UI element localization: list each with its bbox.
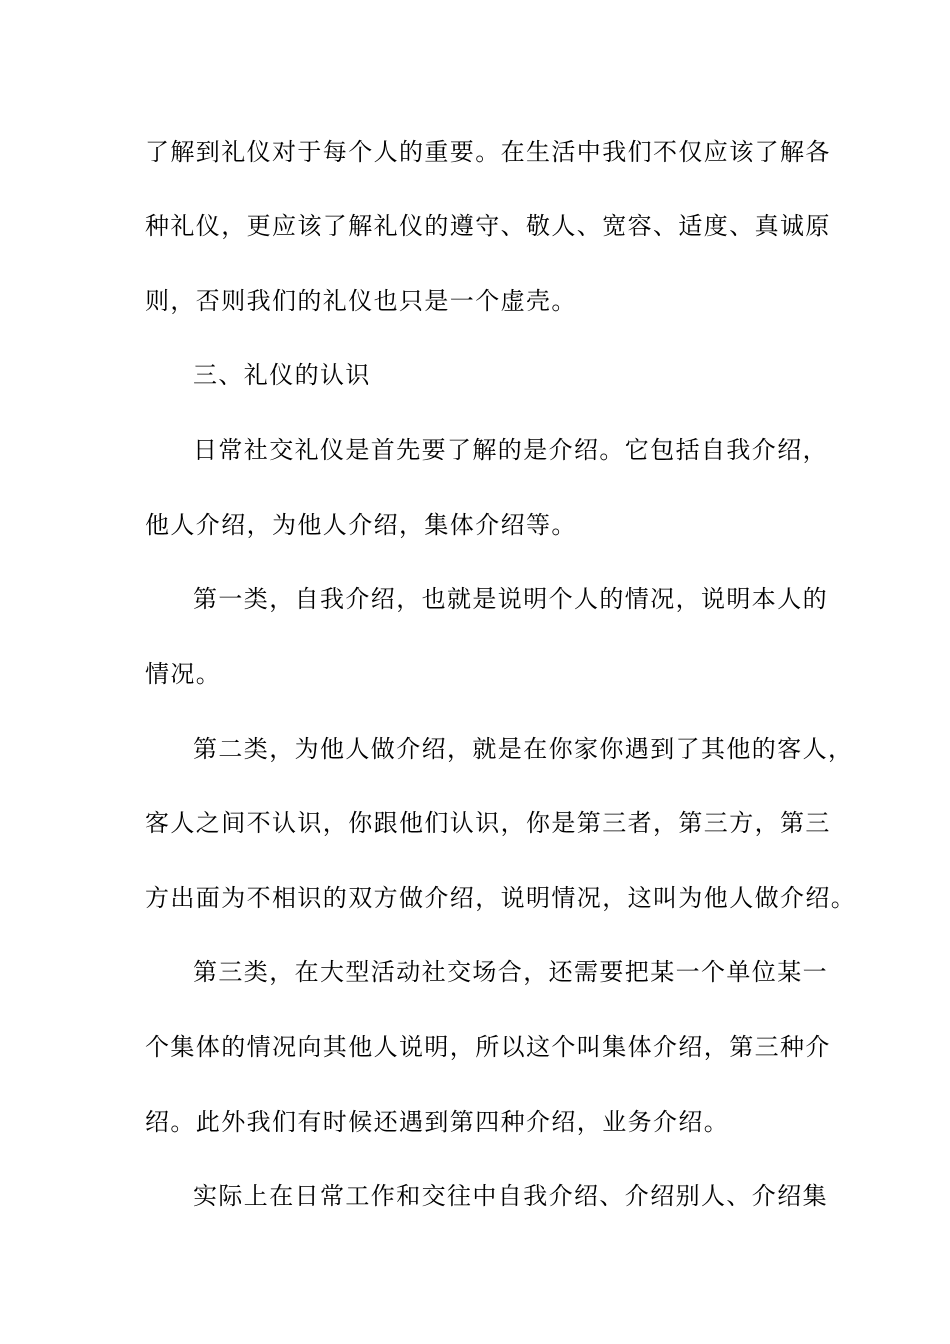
paragraph-line: 第一类，自我介绍，也就是说明个人的情况，说明本人的 <box>193 585 828 613</box>
paragraph-line: 则，否则我们的礼仪也只是一个虚壳。 <box>145 287 577 315</box>
paragraph-line: 绍。此外我们有时候还遇到第四种介绍，业务介绍。 <box>145 1108 730 1136</box>
paragraph-line: 实际上在日常工作和交往中自我介绍、介绍别人、介绍集 <box>193 1182 828 1210</box>
section-heading: 三、礼仪的认识 <box>193 361 371 389</box>
paragraph-line: 他人介绍，为他人介绍，集体介绍等。 <box>145 511 577 539</box>
paragraph-line: 情况。 <box>145 660 222 688</box>
paragraph-line: 方出面为不相识的双方做介绍，说明情况，这叫为他人做介绍。 <box>145 884 857 912</box>
paragraph-line: 种礼仪，更应该了解礼仪的遵守、敬人、宽容、适度、真诚原 <box>145 212 831 240</box>
paragraph-line: 第三类，在大型活动社交场合，还需要把某一个单位某一 <box>193 958 828 986</box>
paragraph-line: 客人之间不认识，你跟他们认识，你是第三者，第三方，第三 <box>145 809 831 837</box>
paragraph-line: 第二类，为他人做介绍，就是在你家你遇到了其他的客人， <box>193 735 854 763</box>
paragraph-line: 个集体的情况向其他人说明，所以这个叫集体介绍，第三种介 <box>145 1033 831 1061</box>
paragraph-line: 了解到礼仪对于每个人的重要。在生活中我们不仅应该了解各 <box>145 138 831 166</box>
paragraph-line: 日常社交礼仪是首先要了解的是介绍。它包括自我介绍， <box>193 436 828 464</box>
